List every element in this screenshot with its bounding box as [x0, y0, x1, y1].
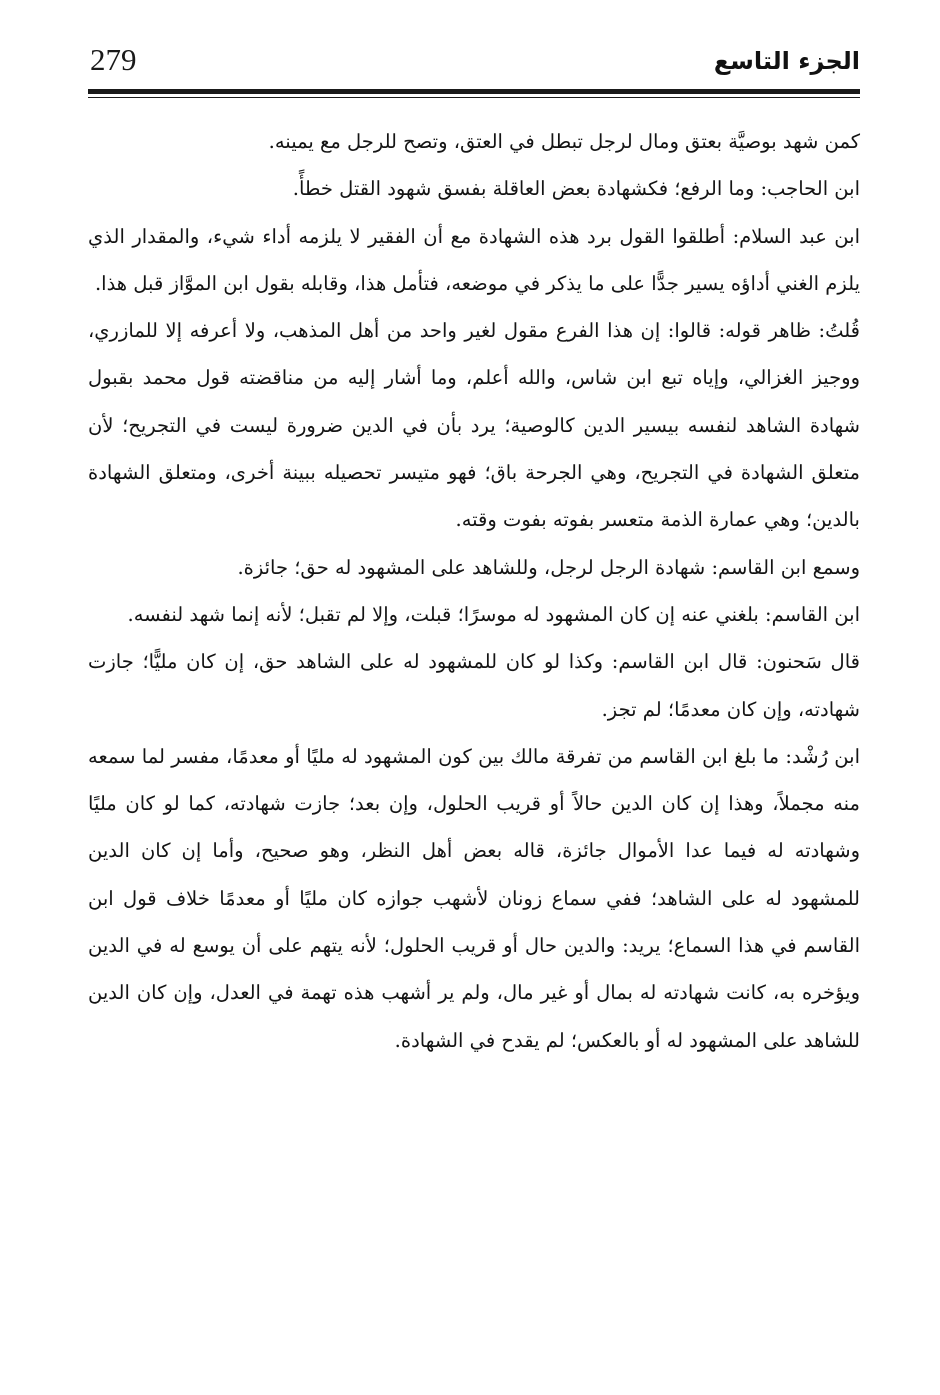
- paragraph: ابن رُشْد: ما بلغ ابن القاسم من تفرقة مالك بين كون المشهود له مليًا أو معدمًا، مفسر لما سمعه منه مجملاً، وهذا إن كان الدين حالاً أو قريب الحلول، وإن بعد؛ جازت شهادته، كما لو كان مليًا وشهادته له فيما عدا الأموال جائزة، قاله بعض أهل النظر، وهو صحيح، وأما إن كان الدين للمشهود له على الشاهد؛ ففي سماع زونان لأشهب جوازه كان مليًا أو معدمًا خلاف قول ابن القاسم في هذا السماع؛ يريد: والدين حال أو قريب الحلول؛ لأنه يتهم على أن يوسع له في الدين ويؤخره به، كانت شهادته له بمال أو غير مال، ولم ير أشهب هذه تهمة في العدل، وإن كان الدين للشاهد على المشهود له أو بالعكس؛ لم يقدح في الشهادة.: [88, 744, 860, 1052]
- body-text: [88, 118, 860, 1064]
- running-title: الجزء التاسع: [713, 47, 860, 75]
- paragraph: قُلتُ: ظاهر قوله: قالوا: إن هذا الفرع مقول لغير واحد من أهل المذهب، ولا أعرفه إلا للمازري، ووجيز الغزالي، وإياه تبع ابن شاس، والله أعلم، وما أشار إليه من مناقضته قول محمد بقبول شهادة الشاهد لنفسه بيسير الدين كالوصية؛ يرد بأن في الدين ضرورة ليست في التجريح؛ لأن متعلق الشهادة في التجريح، وهي الجرحة باق؛ فهو متيسر تحصيله ببينة أخرى، ومتعلق الشهادة بالدين؛ وهي عمارة الذمة متعسر بفوته بفوت وقته.: [88, 319, 860, 532]
- paragraph: كمن شهد بوصيَّة بعتق ومال لرجل تبطل في العتق، وتصح للرجل مع يمينه.: [268, 130, 860, 153]
- header-rule-thick: [88, 89, 860, 94]
- page-header: [88, 40, 860, 92]
- paragraph: ابن القاسم: بلغني عنه إن كان المشهود له موسرًا؛ قبلت، وإلا لم تقبل؛ لأنه إنما شهد لنفسه.: [127, 602, 860, 626]
- paragraph: ابن عبد السلام: أطلقوا القول برد هذه الشهادة مع أن الفقير لا يلزمه أداء شيء، والمقدار الذي يلزم الغني أداؤه يسير جدًّا على ما يذكر في موضعه، فتأمل هذا، وقابله بقول ابن الموَّاز قبل هذا.: [88, 224, 860, 295]
- paragraph: ابن الحاجب: وما الرفع؛ فكشهادة بعض العاقلة بفسق شهود القتل خطأً.: [292, 177, 860, 201]
- paragraph: وسمع ابن القاسم: شهادة الرجل لرجل، وللشاهد على المشهود له حق؛ جائزة.: [237, 555, 860, 579]
- header-rule-thin: [88, 97, 860, 98]
- paragraph: قال سَحنون: قال ابن القاسم: وكذا لو كان للمشهود له على الشاهد حق، إن كان مليًّا؛ جازت شهادته، وإن كان معدمًا؛ لم تجز.: [88, 650, 860, 721]
- page-number: 279: [90, 42, 137, 77]
